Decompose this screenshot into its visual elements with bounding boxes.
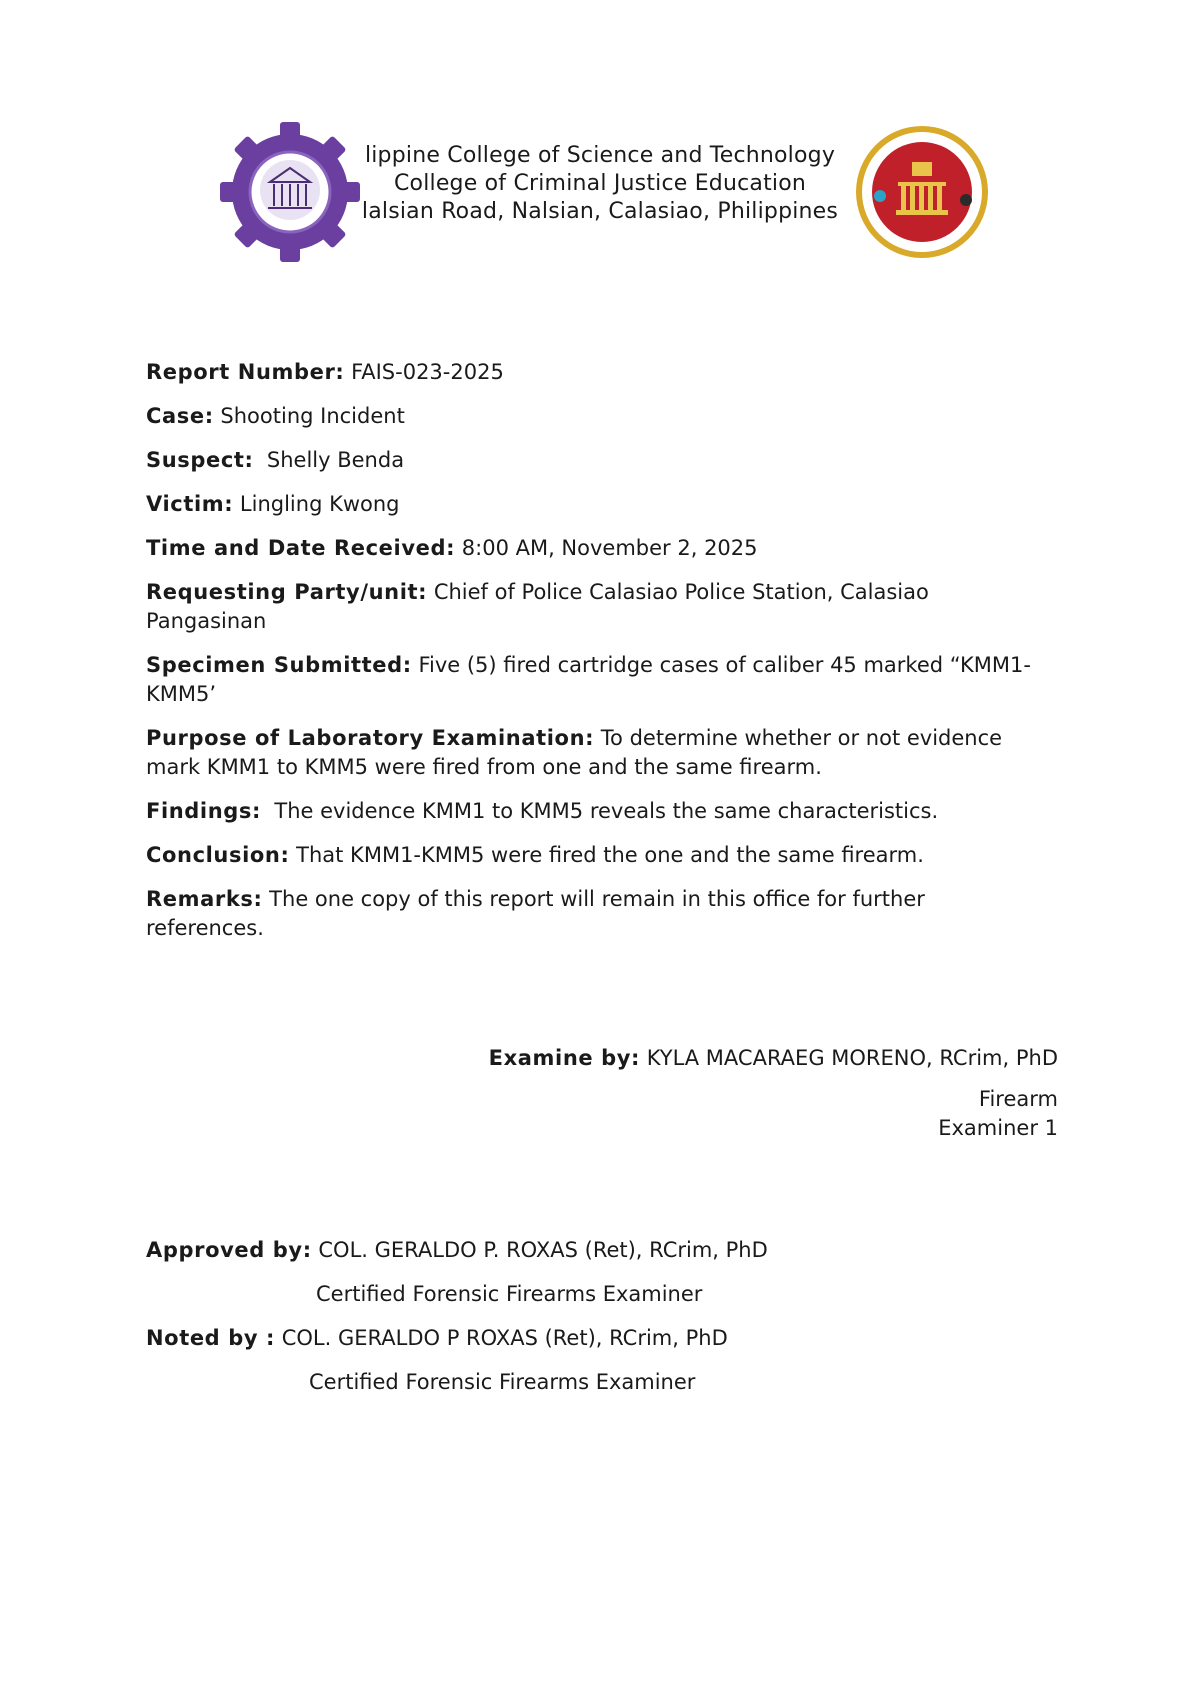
- victim-field: Victim: Lingling Kwong: [146, 492, 400, 516]
- examiner-title-line2: Examiner 1: [938, 1116, 1058, 1140]
- approved-by-title: Certified Forensic Firearms Examiner: [316, 1282, 703, 1306]
- noted-by-row: Noted by : COL. GERALDO P ROXAS (Ret), RCrim, PhD: [146, 1326, 728, 1350]
- conclusion-field: Conclusion: That KMM1-KMM5 were fired the one and the same firearm.: [146, 843, 924, 867]
- college-name: College of Criminal Justice Education: [393, 171, 807, 196]
- examiner-name-row: Examine by: KYLA MACARAEG MORENO, RCrim, PhD: [488, 1046, 1058, 1070]
- institution-address: lalsian Road, Nalsian, Calasiao, Philippines: [361, 199, 839, 224]
- examiner-title-line1: Firearm: [978, 1087, 1058, 1111]
- report-fields: [146, 358, 1046, 958]
- requesting-party-field: Requesting Party/unit: Chief of Police Calasiao Police Station, Calasiao Pangasinan: [146, 580, 929, 633]
- examiner-block: [418, 1044, 1058, 1143]
- suspect-field: Suspect: Shelly Benda: [146, 448, 405, 472]
- report-number-field: Report Number: FAIS-023-2025: [146, 360, 504, 384]
- approval-block: [146, 1236, 1046, 1412]
- institution-name: lippine College of Science and Technology: [364, 143, 836, 168]
- time-date-field: Time and Date Received: 8:00 AM, November 2, 2025: [146, 536, 758, 560]
- approved-by-row: Approved by: COL. GERALDO P. ROXAS (Ret), RCrim, PhD: [146, 1238, 768, 1262]
- noted-by-title: Certified Forensic Firearms Examiner: [309, 1370, 696, 1394]
- purpose-field: Purpose of Laboratory Examination: To determine whether or not evidence mark KMM1 to KMM5 were fired from one and the same firearm.: [146, 726, 1003, 779]
- specimen-field: Specimen Submitted: Five (5) fired cartridge cases of caliber 45 marked “KMM1-KMM5’: [146, 653, 1031, 706]
- criminal-justice-seal-icon: [854, 124, 990, 260]
- remarks-field: Remarks: The one copy of this report will remain in this office for further references.: [146, 887, 925, 940]
- institution-header: [300, 142, 900, 226]
- findings-field: Findings: The evidence KMM1 to KMM5 reveals the same characteristics.: [146, 799, 939, 823]
- case-field: Case: Shooting Incident: [146, 404, 405, 428]
